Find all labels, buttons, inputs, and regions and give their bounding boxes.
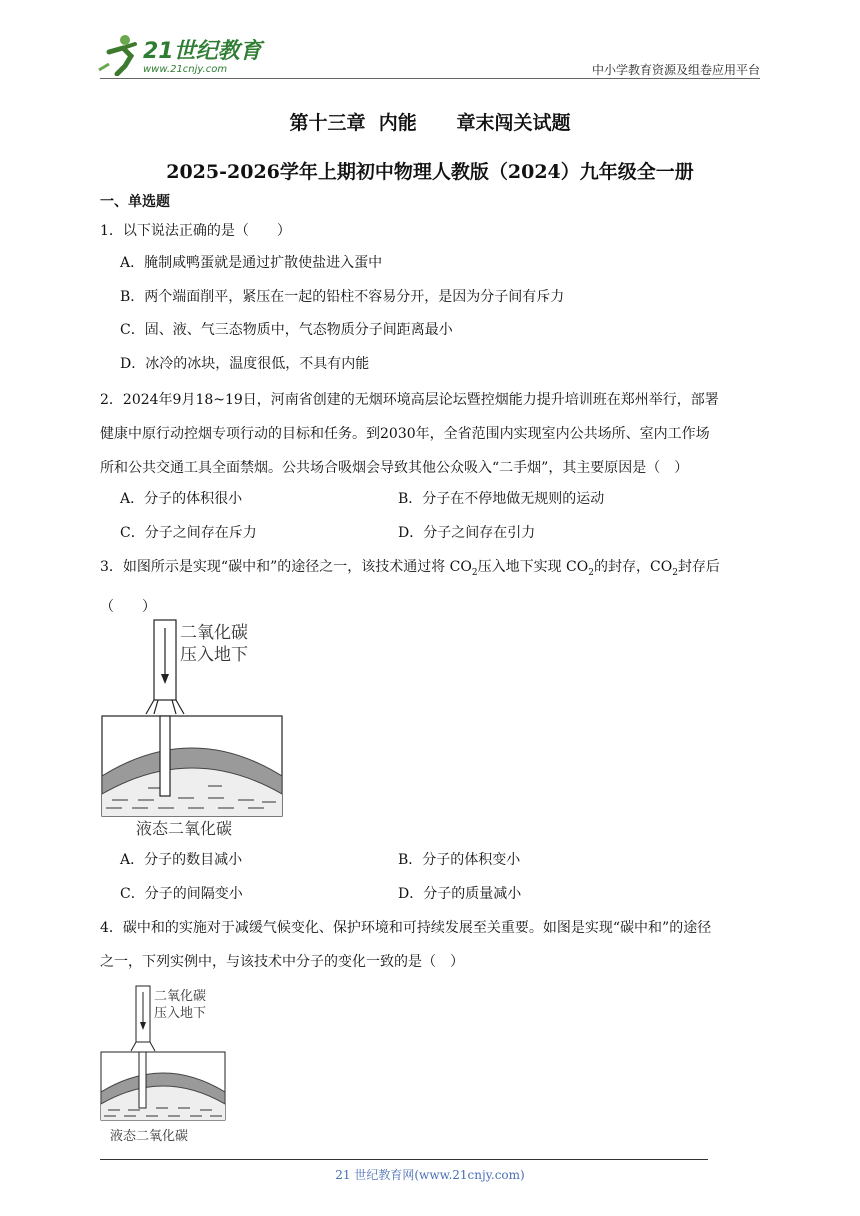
question-2-option-a: A．分子的体积很小 bbox=[120, 491, 243, 507]
logo-subtext: www.21cnjy.com bbox=[143, 64, 228, 75]
figure-2-label-pressed: 压入地下 bbox=[154, 1006, 207, 1021]
question-1-stem: 1．以下说法正确的是（ ） bbox=[100, 223, 291, 239]
header-divider bbox=[100, 78, 760, 79]
question-3-stem-line-2: （ ） bbox=[100, 598, 156, 615]
co2-storage-figure-2 bbox=[98, 984, 230, 1146]
logo bbox=[95, 30, 265, 76]
logo-text: 21世纪教育 bbox=[143, 39, 262, 64]
question-3-stem-line-1: 3．如图所示是实现“碳中和”的途径之一，该技术通过将 $CO_2$压入地下实现 $CO_2$的封存，$CO_2$封存后 bbox=[100, 559, 720, 578]
question-2-option-d: D．分子之间存在引力 bbox=[398, 525, 536, 541]
question-3-stem bbox=[100, 550, 760, 624]
question-2-option-c: C．分子之间存在斥力 bbox=[120, 525, 257, 541]
footer-link[interactable]: 21 世纪教育网(www.21cnjy.com) bbox=[335, 1168, 525, 1182]
question-4-stem-line-1: 4．碳中和的实施对于减缓气候变化、保护环境和可持续发展至关重要。如图是实现“碳中和”的途径 bbox=[100, 920, 712, 936]
figure-2-label-liquid-co2: 液态二氧化碳 bbox=[110, 1129, 189, 1144]
figure-label-liquid-co2: 液态二氧化碳 bbox=[136, 819, 233, 838]
question-2-stem bbox=[100, 383, 760, 485]
question-1-option-b: B．两个端面削平，紧压在一起的铅柱不容易分开，是因为分子间有斥力 bbox=[120, 289, 565, 305]
question-4-stem bbox=[100, 911, 760, 979]
question-1-option-c: C．固、液、气三态物质中，气态物质分子间距离最小 bbox=[120, 322, 453, 338]
question-1-option-a: A．腌制咸鸭蛋就是通过扩散使盐进入蛋中 bbox=[120, 255, 383, 271]
question-1-option-d: D．冰冷的冰块，温度很低，不具有内能 bbox=[120, 356, 370, 372]
chapter-title: 第十三章 内能 章末闯关试题 bbox=[289, 112, 571, 134]
runner-icon bbox=[99, 35, 135, 74]
section-heading: 一、单选题 bbox=[100, 194, 170, 210]
footer-divider bbox=[100, 1159, 708, 1160]
figure-label-co2: 二氧化碳 bbox=[180, 623, 248, 643]
header-platform-text: 中小学教育资源及组卷应用平台 bbox=[591, 63, 760, 77]
question-4-stem-line-2: 之一，下列实例中，与该技术中分子的变化一致的是（ ） bbox=[100, 954, 464, 970]
question-3-option-d: D．分子的质量减小 bbox=[398, 886, 522, 902]
figure-2-label-co2: 二氧化碳 bbox=[154, 989, 207, 1004]
question-2-option-b: B．分子在不停地做无规则的运动 bbox=[398, 491, 605, 507]
question-2-stem-line-3: 所和公共交通工具全面禁烟。公共场合吸烟会导致其他公众吸入“二手烟”，其主要原因是（ ） bbox=[100, 460, 689, 476]
co2-storage-figure bbox=[98, 618, 288, 840]
question-2-stem-line-2: 健康中原行动控烟专项行动的目标和任务。到2030年，全省范围内实现室内公共场所、室内工作场 bbox=[100, 426, 710, 442]
question-3-option-a: A．分子的数目减小 bbox=[120, 852, 243, 868]
question-2-stem-line-1: 2．2024年9月18~19日，河南省创建的无烟环境高层论坛暨控烟能力提升培训班在郑州举行，部署 bbox=[100, 392, 719, 408]
course-title: 2025-2026学年上期初中物理人教版（2024）九年级全一册 bbox=[166, 161, 694, 183]
question-3-option-c: C．分子的间隔变小 bbox=[120, 886, 243, 902]
figure-label-pressed: 压入地下 bbox=[180, 645, 248, 665]
page-header bbox=[95, 30, 760, 80]
question-3-option-b: B．分子的体积变小 bbox=[398, 852, 521, 868]
